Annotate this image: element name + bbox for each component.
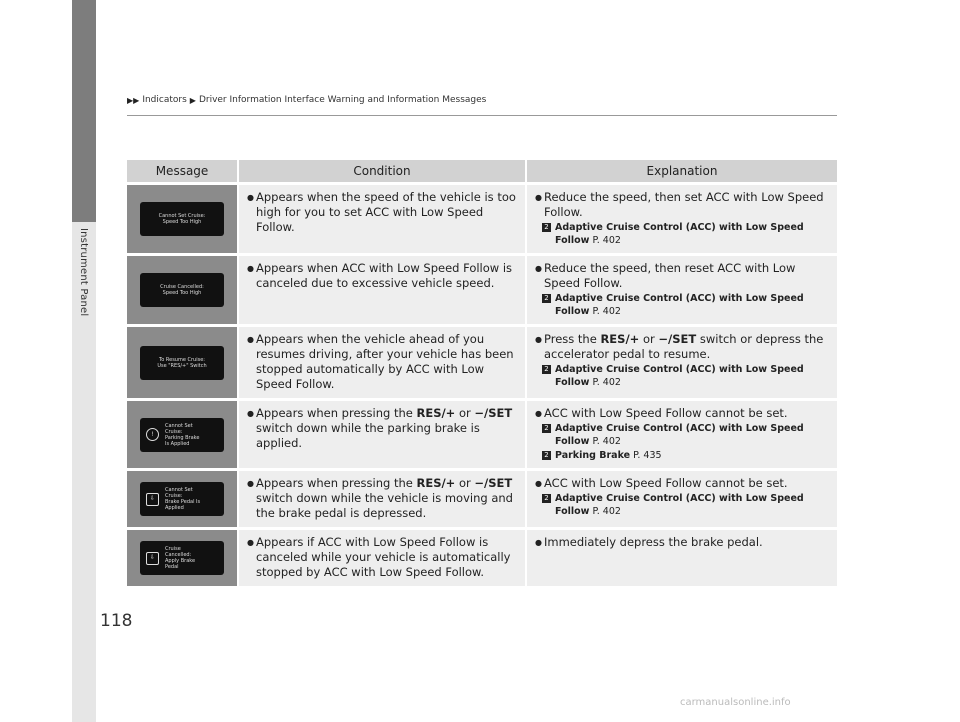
column-header-explanation: Explanation: [525, 160, 837, 182]
message-screen-text: Cannot Set Cruise: Speed Too High: [158, 213, 206, 225]
reference-page: P. 402: [592, 306, 621, 317]
explanation-cell: [525, 401, 837, 468]
side-section-label: Instrument Panel: [78, 228, 89, 317]
explanation-text: ● Reduce the speed, then set ACC with Low Speed Follow.: [535, 190, 829, 220]
explanation-cell: [525, 530, 837, 586]
message-screen-text: To Resume Cruise: Use "RES/+" Switch: [157, 356, 207, 369]
message-cell: [127, 256, 237, 324]
header-rule: [127, 115, 837, 116]
table-row: [127, 256, 837, 324]
reference-page: P. 402: [592, 377, 621, 388]
message-screen-text: Cruise Cancelled: Speed Too High: [160, 284, 204, 296]
message-cell: [127, 530, 237, 586]
explanation-text: ● ACC with Low Speed Follow cannot be set.: [535, 406, 829, 421]
condition-cell: [237, 530, 525, 586]
table-row: [127, 327, 837, 398]
reference-page: P. 402: [592, 436, 621, 447]
condition-text: ● Appears when the speed of the vehicle is too high for you to set ACC with Low Speed Follow.: [247, 190, 517, 235]
reference-page: P. 402: [592, 235, 621, 246]
page-number: 118: [100, 611, 133, 631]
explanation-text: ● Press the RES/+ or −/SET switch or depress the accelerator pedal to resume.: [535, 332, 829, 362]
section-tab-dark: [72, 0, 96, 222]
reference-title: Adaptive Cruise Control (ACC) with Low Speed Follow: [555, 222, 804, 246]
column-header-message: Message: [127, 160, 237, 182]
explanation-text: ● Immediately depress the brake pedal.: [535, 535, 829, 550]
message-screen: [140, 418, 224, 452]
brake-pedal-icon: ⇩: [146, 493, 159, 506]
brake-icon: !: [146, 428, 159, 441]
cross-reference[interactable]: [535, 422, 829, 448]
table-row: [127, 530, 837, 586]
brake-pedal-icon: ⇩: [146, 552, 159, 565]
cross-reference[interactable]: [535, 363, 829, 389]
message-screen-text: Cruise Cancelled: Apply Brake Pedal: [165, 546, 196, 570]
reference-arrow-icon: 2: [542, 424, 551, 433]
reference-title: Adaptive Cruise Control (ACC) with Low Speed Follow: [555, 493, 804, 517]
table-row: [127, 401, 837, 468]
message-screen-text: Cannot Set Cruise: Brake Pedal Is Applied: [165, 487, 201, 511]
column-header-condition: Condition: [237, 160, 525, 182]
explanation-text: ● Reduce the speed, then reset ACC with Low Speed Follow.: [535, 261, 829, 291]
watermark-footer: carmanualsonline.info: [680, 697, 791, 708]
breadcrumb: [127, 95, 486, 105]
message-screen: [140, 541, 224, 575]
reference-arrow-icon: 2: [542, 223, 551, 232]
breadcrumb-arrow-icon: ▶▶: [127, 95, 140, 105]
reference-title: Adaptive Cruise Control (ACC) with Low Speed Follow: [555, 364, 804, 388]
explanation-text: ● ACC with Low Speed Follow cannot be set.: [535, 476, 829, 491]
condition-text: ● Appears when the vehicle ahead of you resumes driving, after your vehicle has been stopped automatically by ACC with Low Speed Follow.: [247, 332, 517, 392]
message-screen: [140, 482, 224, 516]
message-cell: [127, 471, 237, 527]
condition-cell: [237, 471, 525, 527]
cross-reference[interactable]: [535, 292, 829, 318]
explanation-cell: [525, 327, 837, 398]
reference-arrow-icon: 2: [542, 365, 551, 374]
message-screen: [140, 273, 224, 307]
condition-cell: [237, 401, 525, 468]
condition-text: ● Appears when pressing the RES/+ or −/SET switch down while the parking brake is applied.: [247, 406, 517, 451]
explanation-cell: [525, 256, 837, 324]
message-cell: [127, 327, 237, 398]
message-table: [127, 157, 837, 589]
breadcrumb-arrow-icon: ▶: [189, 95, 196, 105]
cross-reference[interactable]: [535, 449, 829, 462]
reference-title: Adaptive Cruise Control (ACC) with Low Speed Follow: [555, 293, 804, 317]
condition-cell: [237, 185, 525, 253]
table-row: [127, 471, 837, 527]
condition-cell: [237, 327, 525, 398]
reference-arrow-icon: 2: [542, 494, 551, 503]
message-cell: [127, 401, 237, 468]
condition-text: ● Appears when pressing the RES/+ or −/SET switch down while the vehicle is moving and the brake pedal is depressed.: [247, 476, 517, 521]
explanation-cell: [525, 185, 837, 253]
condition-text: ● Appears if ACC with Low Speed Follow is canceled while your vehicle is automatically stopped by ACC with Low Speed Follow.: [247, 535, 517, 580]
reference-page: P. 435: [633, 450, 662, 461]
cross-reference[interactable]: [535, 492, 829, 518]
reference-arrow-icon: 2: [542, 451, 551, 460]
message-screen: [140, 346, 224, 380]
breadcrumb-item[interactable]: Indicators: [142, 95, 187, 105]
reference-arrow-icon: 2: [542, 294, 551, 303]
cross-reference[interactable]: [535, 221, 829, 247]
condition-cell: [237, 256, 525, 324]
table-row: [127, 185, 837, 253]
reference-page: P. 402: [592, 506, 621, 517]
breadcrumb-item[interactable]: Driver Information Interface Warning and Information Messages: [198, 95, 487, 105]
message-screen: [140, 202, 224, 236]
explanation-cell: [525, 471, 837, 527]
message-cell: [127, 185, 237, 253]
message-screen-text: Cannot Set Cruise: Parking Brake Is Applied: [165, 422, 200, 447]
reference-title: Parking Brake: [555, 450, 631, 461]
reference-title: Adaptive Cruise Control (ACC) with Low Speed Follow: [555, 423, 804, 447]
condition-text: ● Appears when ACC with Low Speed Follow is canceled due to excessive vehicle speed.: [247, 261, 517, 291]
